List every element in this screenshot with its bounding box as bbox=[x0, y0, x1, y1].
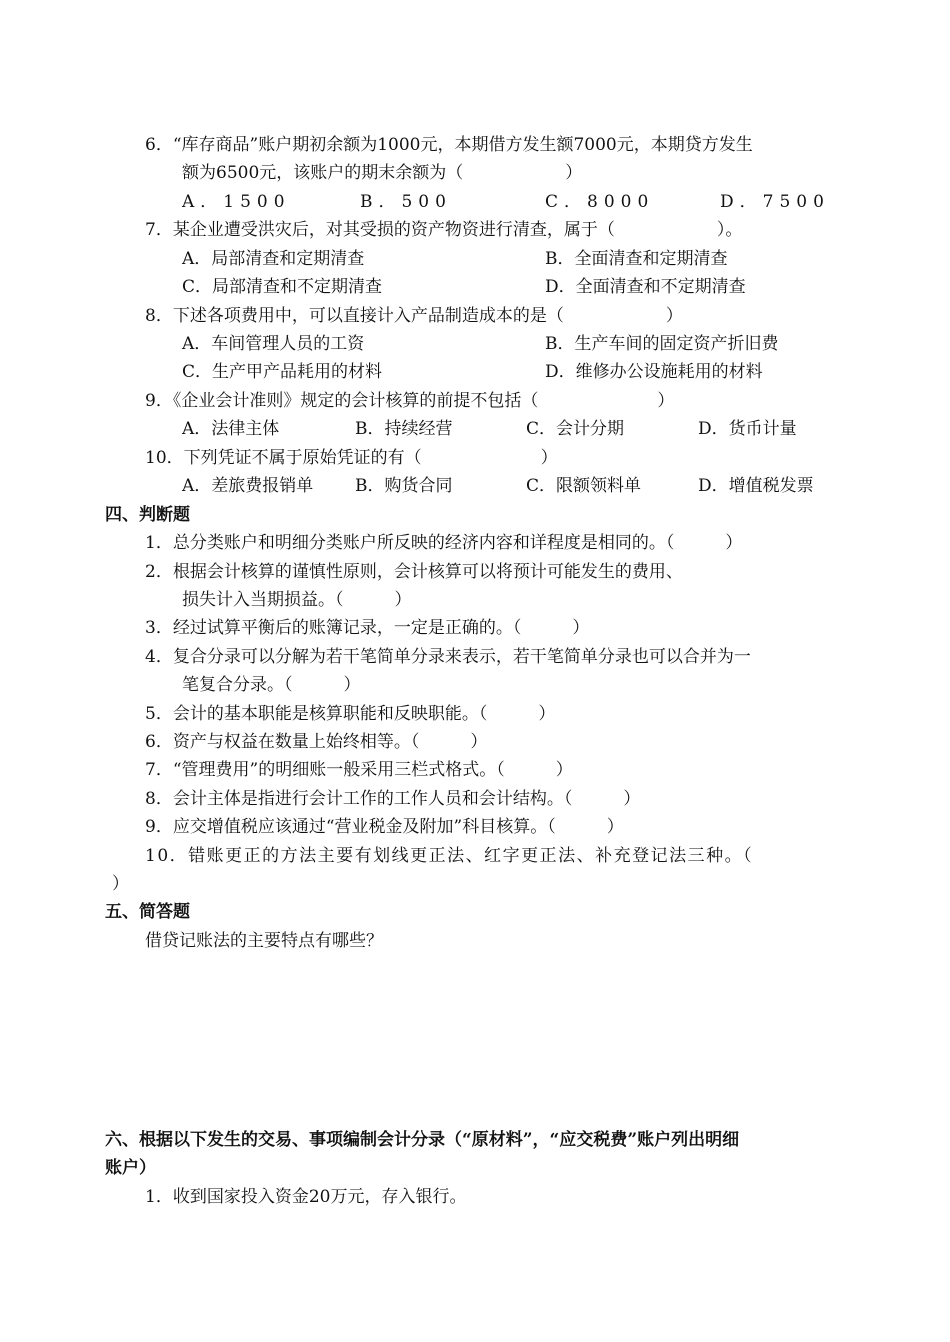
q6-option-c: C．8000 bbox=[545, 192, 655, 212]
tf-item-10-line2: ） bbox=[112, 874, 129, 894]
q9-option-d: D．货币计量 bbox=[698, 419, 797, 439]
journal-item-1: 1．收到国家投入资金20万元，存入银行。 bbox=[145, 1187, 467, 1207]
q8-stem: 8．下述各项费用中，可以直接计入产品制造成本的是（ ） bbox=[145, 306, 683, 326]
tf-item-6: 6．资产与权益在数量上始终相等。（ ） bbox=[145, 732, 488, 752]
q9-option-c: C．会计分期 bbox=[526, 419, 625, 439]
q8-option-c: C．生产甲产品耗用的材料 bbox=[182, 362, 383, 382]
short-answer-question: 借贷记账法的主要特点有哪些？ bbox=[145, 931, 383, 951]
q7-option-b: B．全面清查和定期清查 bbox=[545, 249, 728, 269]
tf-item-9: 9．应交增值税应该通过“营业税金及附加”科目核算。（ ） bbox=[145, 817, 624, 837]
q6-option-a: A．1500 bbox=[182, 192, 291, 212]
q9-stem: 9．《企业会计准则》规定的会计核算的前提不包括（ ） bbox=[145, 391, 675, 411]
q10-option-d: D．增值税发票 bbox=[698, 476, 814, 496]
section6-title-line1: 六、根据以下发生的交易、事项编制会计分录（“原材料”，“应交税费”账户列出明细 bbox=[105, 1130, 740, 1150]
q10-option-c: C．限额领料单 bbox=[526, 476, 642, 496]
section5-title: 五、简答题 bbox=[105, 902, 190, 922]
q10-stem: 10．下列凭证不属于原始凭证的有（ ） bbox=[145, 448, 558, 468]
tf-item-2-line2: 损失计入当期损益。（ ） bbox=[182, 590, 412, 610]
section6-title-line2: 账户） bbox=[105, 1158, 156, 1178]
q8-option-a: A．车间管理人员的工资 bbox=[182, 334, 365, 354]
tf-item-2-line1: 2．根据会计核算的谨慎性原则，会计核算可以将预计可能发生的费用、 bbox=[145, 562, 683, 582]
q8-option-d: D．维修办公设施耗用的材料 bbox=[545, 362, 763, 382]
q9-option-b: B．持续经营 bbox=[355, 419, 453, 439]
tf-item-10-line1: 10．错账更正的方法主要有划线更正法、红字更正法、补充登记法三种。（ bbox=[145, 846, 754, 866]
q6-stem-line1: 6．“库存商品”账户期初余额为1000元，本期借方发生额7000元，本期贷方发生 bbox=[145, 135, 753, 155]
tf-item-4-line2: 笔复合分录。（ ） bbox=[182, 675, 361, 695]
q7-option-d: D．全面清查和不定期清查 bbox=[545, 277, 746, 297]
q6-option-d: D．7500 bbox=[720, 192, 830, 212]
section4-title: 四、判断题 bbox=[105, 505, 190, 525]
q6-stem-line2: 额为6500元，该账户的期末余额为（ ） bbox=[182, 163, 583, 183]
tf-item-7: 7．“管理费用”的明细账一般采用三栏式格式。（ ） bbox=[145, 760, 573, 780]
q7-option-a: A．局部清查和定期清查 bbox=[182, 249, 365, 269]
tf-item-4-line1: 4．复合分录可以分解为若干笔简单分录来表示，若干笔简单分录也可以合并为一 bbox=[145, 647, 751, 667]
q8-option-b: B．生产车间的固定资产折旧费 bbox=[545, 334, 779, 354]
q10-option-b: B．购货合同 bbox=[355, 476, 453, 496]
q6-option-b: B．500 bbox=[360, 192, 452, 212]
tf-item-5: 5．会计的基本职能是核算职能和反映职能。（ ） bbox=[145, 704, 556, 724]
q7-stem: 7．某企业遭受洪灾后，对其受损的资产物资进行清查，属于（ ）。 bbox=[145, 220, 743, 240]
q9-option-a: A．法律主体 bbox=[182, 419, 280, 439]
q10-option-a: A．差旅费报销单 bbox=[182, 476, 314, 496]
q7-option-c: C．局部清查和不定期清查 bbox=[182, 277, 383, 297]
tf-item-3: 3．经过试算平衡后的账簿记录，一定是正确的。（ ） bbox=[145, 618, 590, 638]
tf-item-1: 1．总分类账户和明细分类账户所反映的经济内容和详程度是相同的。（ ） bbox=[145, 533, 743, 553]
tf-item-8: 8．会计主体是指进行会计工作的工作人员和会计结构。（ ） bbox=[145, 789, 641, 809]
